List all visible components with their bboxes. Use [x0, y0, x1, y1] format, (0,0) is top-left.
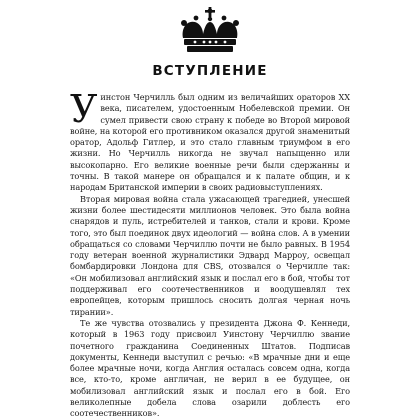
- crown-icon: [175, 4, 245, 56]
- drop-cap: У: [70, 87, 98, 131]
- chapter-title: ВСТУПЛЕНИЕ: [152, 63, 268, 79]
- paragraph: Вторая мировая война стала ужасающей трагедией, унесшей жизни более шестидесяти миллионов человек. Это была война снарядов и пуль, истребителей и танков, стали и крови. Кроме того, это был поединок двух идеологий — война слов. А в умении обращаться со словами Черчиллю почти не было равных. В 1954 году ветеран военной журналистики Эдвард Марроу, освещал бомбардировки Лондона для CBS, отозвался о Черчилле так: «Он мобилизовал английский язык и послал его в бой, чтобы тот поддерживал его соотечественников и воодушевлял тех европейцев, которым пришлось сносить долгая черная ночь тирании».: [70, 193, 350, 317]
- paragraph: [70, 87, 350, 194]
- paragraph: Те же чувства отозвались у президента Джона Ф. Кеннеди, который в 1963 году присвоил Уинстону Черчиллю звание почетного гражданина Соединенных Штатов. Подписав документы, Кеннеди выступил с речью: «В мрачные дни и еще более мрачные ночи, когда Англия осталась совсем одна, когда все, кто-то, кроме англичан, не верил в ее будущее, он мобилизовал английский язык и послал его в бой. Его великолепные добела слова озарили доблесть его соотечественников».: [70, 317, 350, 419]
- paragraph-text: инстон Черчилль был одним из величайших ораторов XX века, писателем, удостоенным Нобелевской премии. Он сумел привести свою страну к победе во Второй мировой войне, на которой его противником оказался другой знаменитый оратор, Адольф Гитлер, и это стало главным триумфом в его жизни. Но Черчилль никогда не звучал напыщенно или высокопарно. Его великие военные речи были сдержанны и точны. В такой манере он обращался и к палате общин, и к народам Британской империи в своих радиовыступлениях.: [70, 92, 350, 193]
- chapter-body: [70, 87, 350, 420]
